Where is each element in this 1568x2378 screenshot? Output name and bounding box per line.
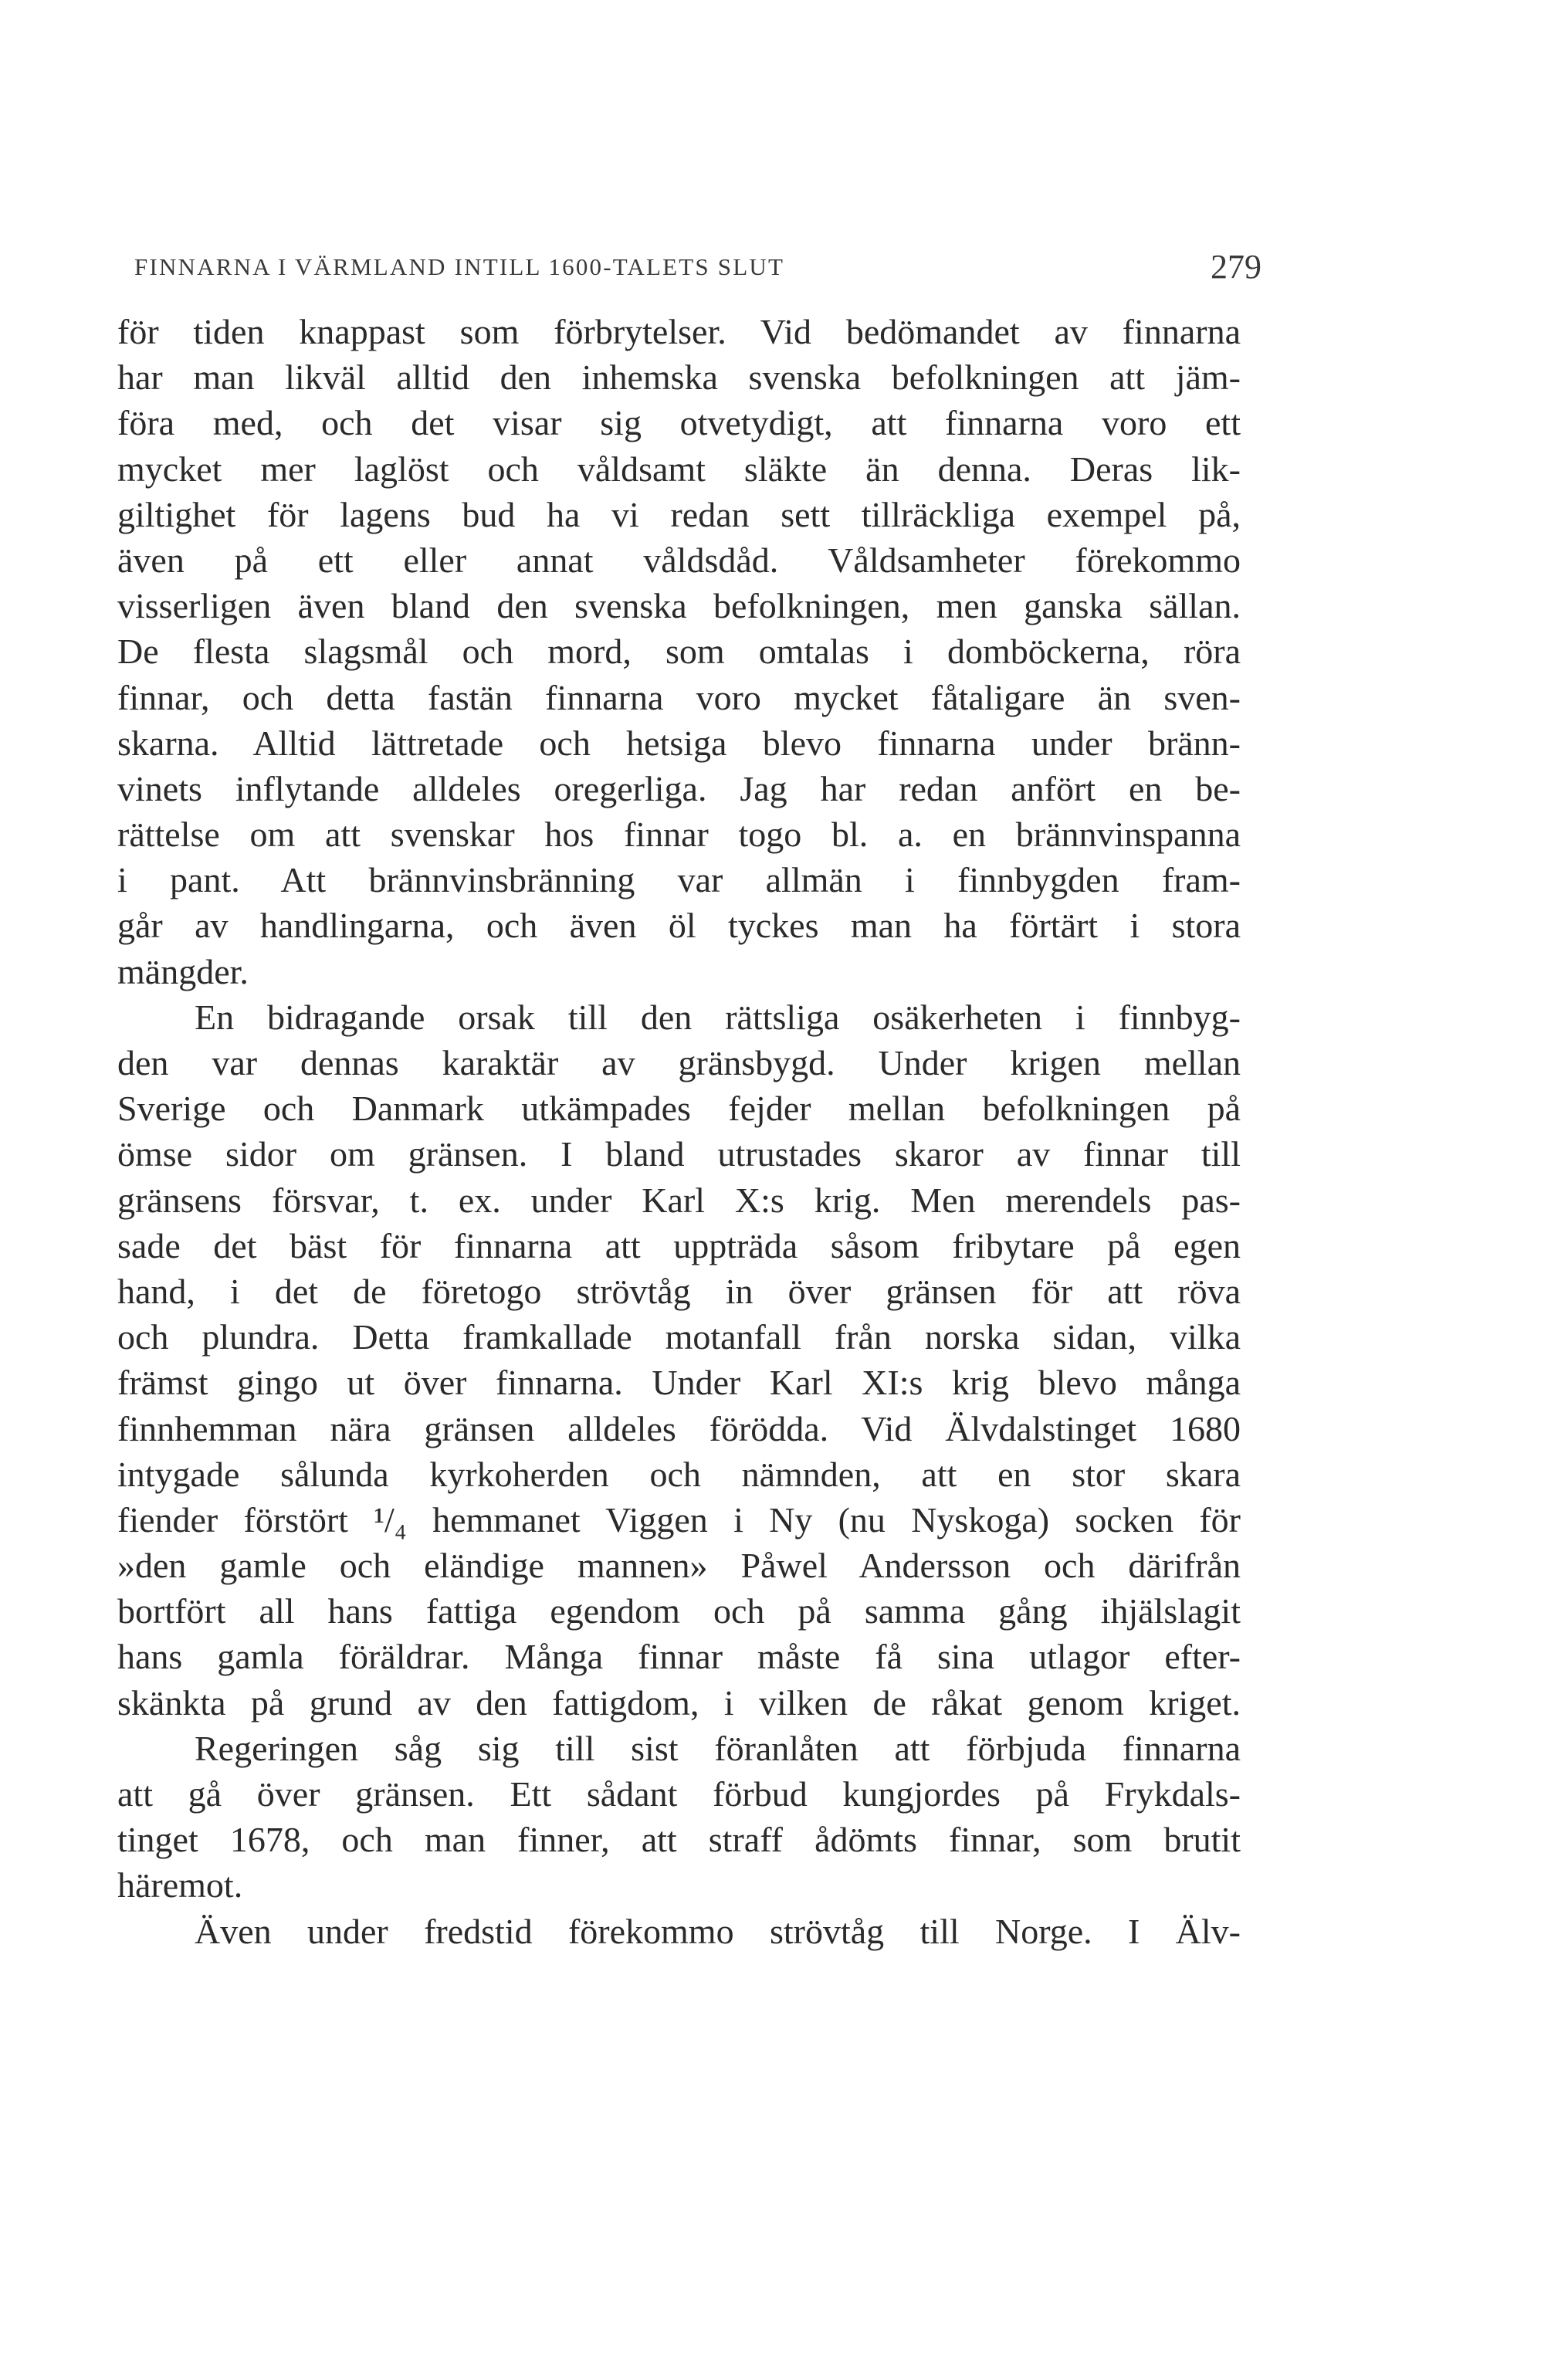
text-line: skänkta på grund av den fattigdom, i vilken de råkat genom kriget. — [117, 1682, 1241, 1723]
text-line: intygade sålunda kyrkoherden och nämnden, att en stor skara — [117, 1454, 1241, 1494]
text-line: skarna. Alltid lättretade och hetsiga blevo finnarna under bränn- — [117, 723, 1241, 763]
text-line: Regeringen såg sig till sist föranlåten att förbjuda finnarna — [195, 1728, 1241, 1768]
text-line: att gå över gränsen. Ett sådant förbud kungjordes på Frykdals- — [117, 1774, 1241, 1814]
text-line: har man likväl alltid den inhemska svenska befolkningen att jäm- — [117, 357, 1241, 398]
text-line: finnhemman nära gränsen alldeles förödda. Vid Älvdalstinget 1680 — [117, 1408, 1241, 1448]
text-line: finnar, och detta fastän finnarna voro mycket fåtaligare än sven- — [117, 677, 1241, 717]
text-line: mycket mer laglöst och våldsamt släkte än denna. Deras lik- — [117, 449, 1241, 489]
text-line: den var dennas karaktär av gränsbygd. Under krigen mellan — [117, 1043, 1241, 1082]
text-line: föra med, och det visar sig otvetydigt, att finnarna voro ett — [117, 403, 1241, 443]
text-line: gränsens försvar, t. ex. under Karl X:s krig. Men merendels pas- — [117, 1180, 1241, 1220]
text-line: främst gingo ut över finnarna. Under Karl XI:s krig blevo många — [117, 1363, 1241, 1403]
body-text — [117, 309, 1241, 1954]
text-line: bortfört all hans fattiga egendom och på samma gång ihjälslagit — [117, 1591, 1241, 1631]
text-line: häremot. — [117, 1865, 243, 1905]
text-line: hans gamla föräldrar. Många finnar måste få sina utlagor efter- — [117, 1637, 1241, 1677]
text-line: visserligen även bland den svenska befolkningen, men ganska sällan. — [117, 586, 1241, 626]
text-line: »den gamle och eländige mannen» Påwel Andersson och därifrån — [117, 1546, 1241, 1586]
text-line: och plundra. Detta framkallade motanfall från norska sidan, vilka — [117, 1317, 1241, 1357]
text-line: går av handlingarna, och även öl tyckes man ha förtärt i stora — [117, 906, 1241, 946]
text-line: rättelse om att svenskar hos finnar togo bl. a. en brännvinspanna — [117, 815, 1241, 855]
text-line: Sverige och Danmark utkämpades fejder mellan befolkningen på — [117, 1089, 1241, 1129]
text-line: ömse sidor om gränsen. I bland utrustades skaror av finnar till — [117, 1134, 1241, 1174]
page-number: 279 — [1211, 248, 1262, 286]
text-line: mängder. — [117, 951, 249, 991]
text-line: fiender förstört ¹/₄ hemmanet Viggen i Ny (nu Nyskoga) socken för — [117, 1499, 1241, 1540]
text-line: vinets inflytande alldeles oregerliga. Jag har redan anfört en be- — [117, 768, 1241, 808]
text-line: Även under fredstid förekommo strövtåg till Norge. I Älv- — [195, 1911, 1241, 1951]
page-header — [134, 247, 1262, 293]
text-line: En bidragande orsak till den rättsliga osäkerheten i finnbyg- — [195, 997, 1241, 1037]
text-line: hand, i det de företogo strövtåg in över gränsen för att röva — [117, 1271, 1241, 1311]
text-line: giltighet för lagens bud ha vi redan sett tillräckliga exempel på, — [117, 494, 1241, 534]
text-line: även på ett eller annat våldsdåd. Våldsamheter förekommo — [117, 540, 1241, 580]
text-line: tinget 1678, och man finner, att straff ådömts finnar, som brutit — [117, 1820, 1241, 1860]
text-line: i pant. Att brännvinsbränning var allmän i finnbygden fram- — [117, 860, 1241, 900]
text-line: sade det bäst för finnarna att uppträda såsom fribytare på egen — [117, 1225, 1241, 1265]
text-line: för tiden knappast som förbrytelser. Vid bedömandet av finnarna — [117, 312, 1241, 351]
text-line: De flesta slagsmål och mord, som omtalas i domböckerna, röra — [117, 632, 1241, 672]
running-title: FINNARNA I VÄRMLAND INTILL 1600-TALETS SLUT — [134, 253, 785, 280]
